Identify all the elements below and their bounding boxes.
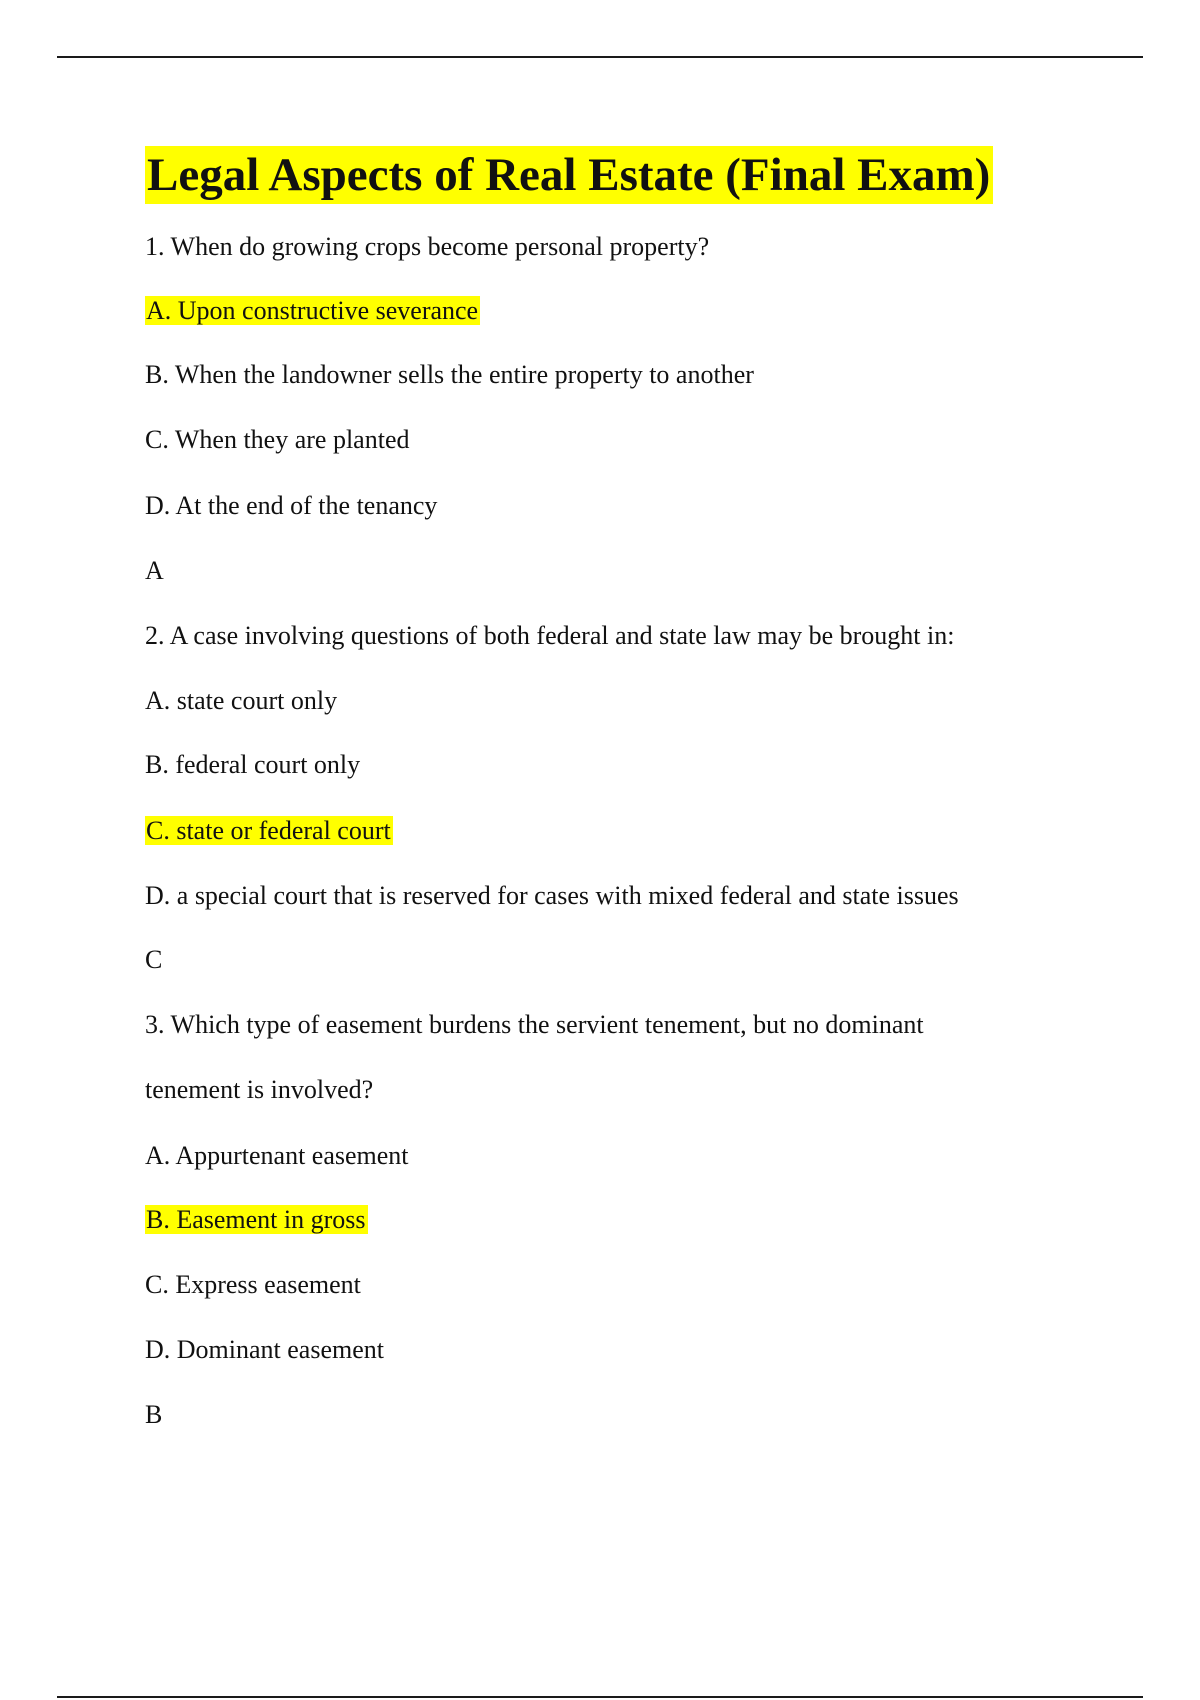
question-2-option-c — [145, 814, 393, 848]
question-1-option-c: C. When they are planted — [145, 425, 410, 454]
question-1-answer: A — [145, 556, 164, 585]
question-2-answer: C — [145, 945, 163, 974]
correct-answer-highlight: C. state or federal court — [146, 816, 391, 845]
header-rule — [57, 56, 1143, 58]
question-3-option-b — [145, 1203, 368, 1237]
question-3-text-line-2: tenement is involved? — [145, 1075, 374, 1104]
question-3-option-a: A. Appurtenant easement — [145, 1141, 409, 1170]
question-1-option-a — [145, 294, 480, 328]
question-2-text: 2. A case involving questions of both federal and state law may be brought in: — [145, 621, 955, 650]
question-2-option-b: B. federal court only — [145, 750, 361, 779]
correct-answer-highlight: B. Easement in gross — [146, 1205, 366, 1234]
document-title: Legal Aspects of Real Estate (Final Exam) — [145, 146, 993, 204]
question-3-text-line-1: 3. Which type of easement burdens the servient tenement, but no dominant — [145, 1010, 924, 1039]
question-1-text: 1. When do growing crops become personal property? — [145, 232, 710, 261]
question-2-option-a: A. state court only — [145, 686, 338, 715]
footer-rule — [57, 1696, 1143, 1698]
correct-answer-highlight: A. Upon constructive severance — [146, 296, 479, 325]
question-3-option-d: D. Dominant easement — [145, 1335, 384, 1364]
question-2-option-d: D. a special court that is reserved for cases with mixed federal and state issues — [145, 881, 959, 910]
question-3-option-c: C. Express easement — [145, 1270, 361, 1299]
question-1-option-d: D. At the end of the tenancy — [145, 491, 438, 520]
question-3-answer: B — [145, 1400, 163, 1429]
question-1-option-b: B. When the landowner sells the entire property to another — [145, 360, 754, 389]
